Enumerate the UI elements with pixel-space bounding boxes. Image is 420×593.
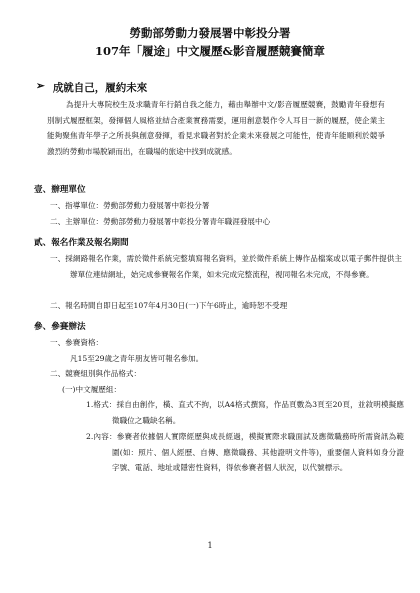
arrow-bullet-icon: ➢ [36,80,45,92]
section-3-item-1: 一、參賽資格： [50,338,104,347]
motto-text: 成就自己，履約未來 [52,82,148,94]
section-1-heading: 壹、辦理單位 [34,185,86,195]
section-1-item-1: 一、指導單位：勞動部勞動力發展署中彰投分署 [50,201,210,210]
section-3-heading: 參、參賽辦法 [34,322,86,332]
format-requirement: 1.格式：採自由創作，橫、直式不拘，以A4格式撰寫，作品頁數為3頁至20頁，並敘明模擬應徵職位之職缺名稱。 [86,400,404,425]
chinese-resume-group-heading: (一)中文履歷組： [62,385,122,394]
page-number: 1 [207,541,213,550]
section-2-heading: 貳、報名作業及報名期間 [34,238,129,248]
content-requirement: 2.內容：參賽者依據個人實際經歷與成長經過，模擬實際求職面試及應徵職務時所需資訊為範圍(如：照片、個人經歷、自傳、應徵職務、其他證明文件等)，重要個人資料如身分證字號、電話、地址或隱密性資料，得依參賽者個人狀況，以代號標示。 [86,432,404,473]
document-issuer: 勞動部勞動力發展署中彰投分署 [129,26,291,40]
section-1-item-2: 二、主辦單位：勞動部勞動力發展署中彰投分署青年職涯發展中心 [50,217,271,226]
intro-paragraph: 為提升大專院校生及求職青年行銷自我之能力，藉由舉辦中文/影音履歷競賽，鼓勵青年發想有別制式履歷框架，發揮個人風格並結合產業實務需要，運用創意製作令人耳目一新的履歷，使企業主能夠聚焦青年學子之所長與創意發揮，看見求職者對於企業未來發展之可能性，使青年能順利於競爭激烈的勞動市場脫穎而出，在職場的旅途中找到成就感。 [47,100,385,156]
section-2-item-2: 二、報名時間自即日起至107年4月30日(一)下午6時止，逾時恕不受理 [50,301,288,310]
eligibility-text: 凡15至29歲之青年朋友皆可報名參加。 [70,354,204,363]
motto-line [36,80,147,95]
document-title: 107年「履途」中文履歷&影音履歷競賽簡章 [95,44,325,58]
section-2-item-1: 一、採網路報名作業，需於徵件系統完整填寫報名資料，並於徵件系統上傳作品檔案或以電子郵件提供主辦單位連結網址，始完成參賽報名作業，如未完成完整流程，視同報名未完成，不得參賽。 [50,254,402,279]
section-3-item-2: 二、競賽組別與作品格式： [50,369,142,378]
